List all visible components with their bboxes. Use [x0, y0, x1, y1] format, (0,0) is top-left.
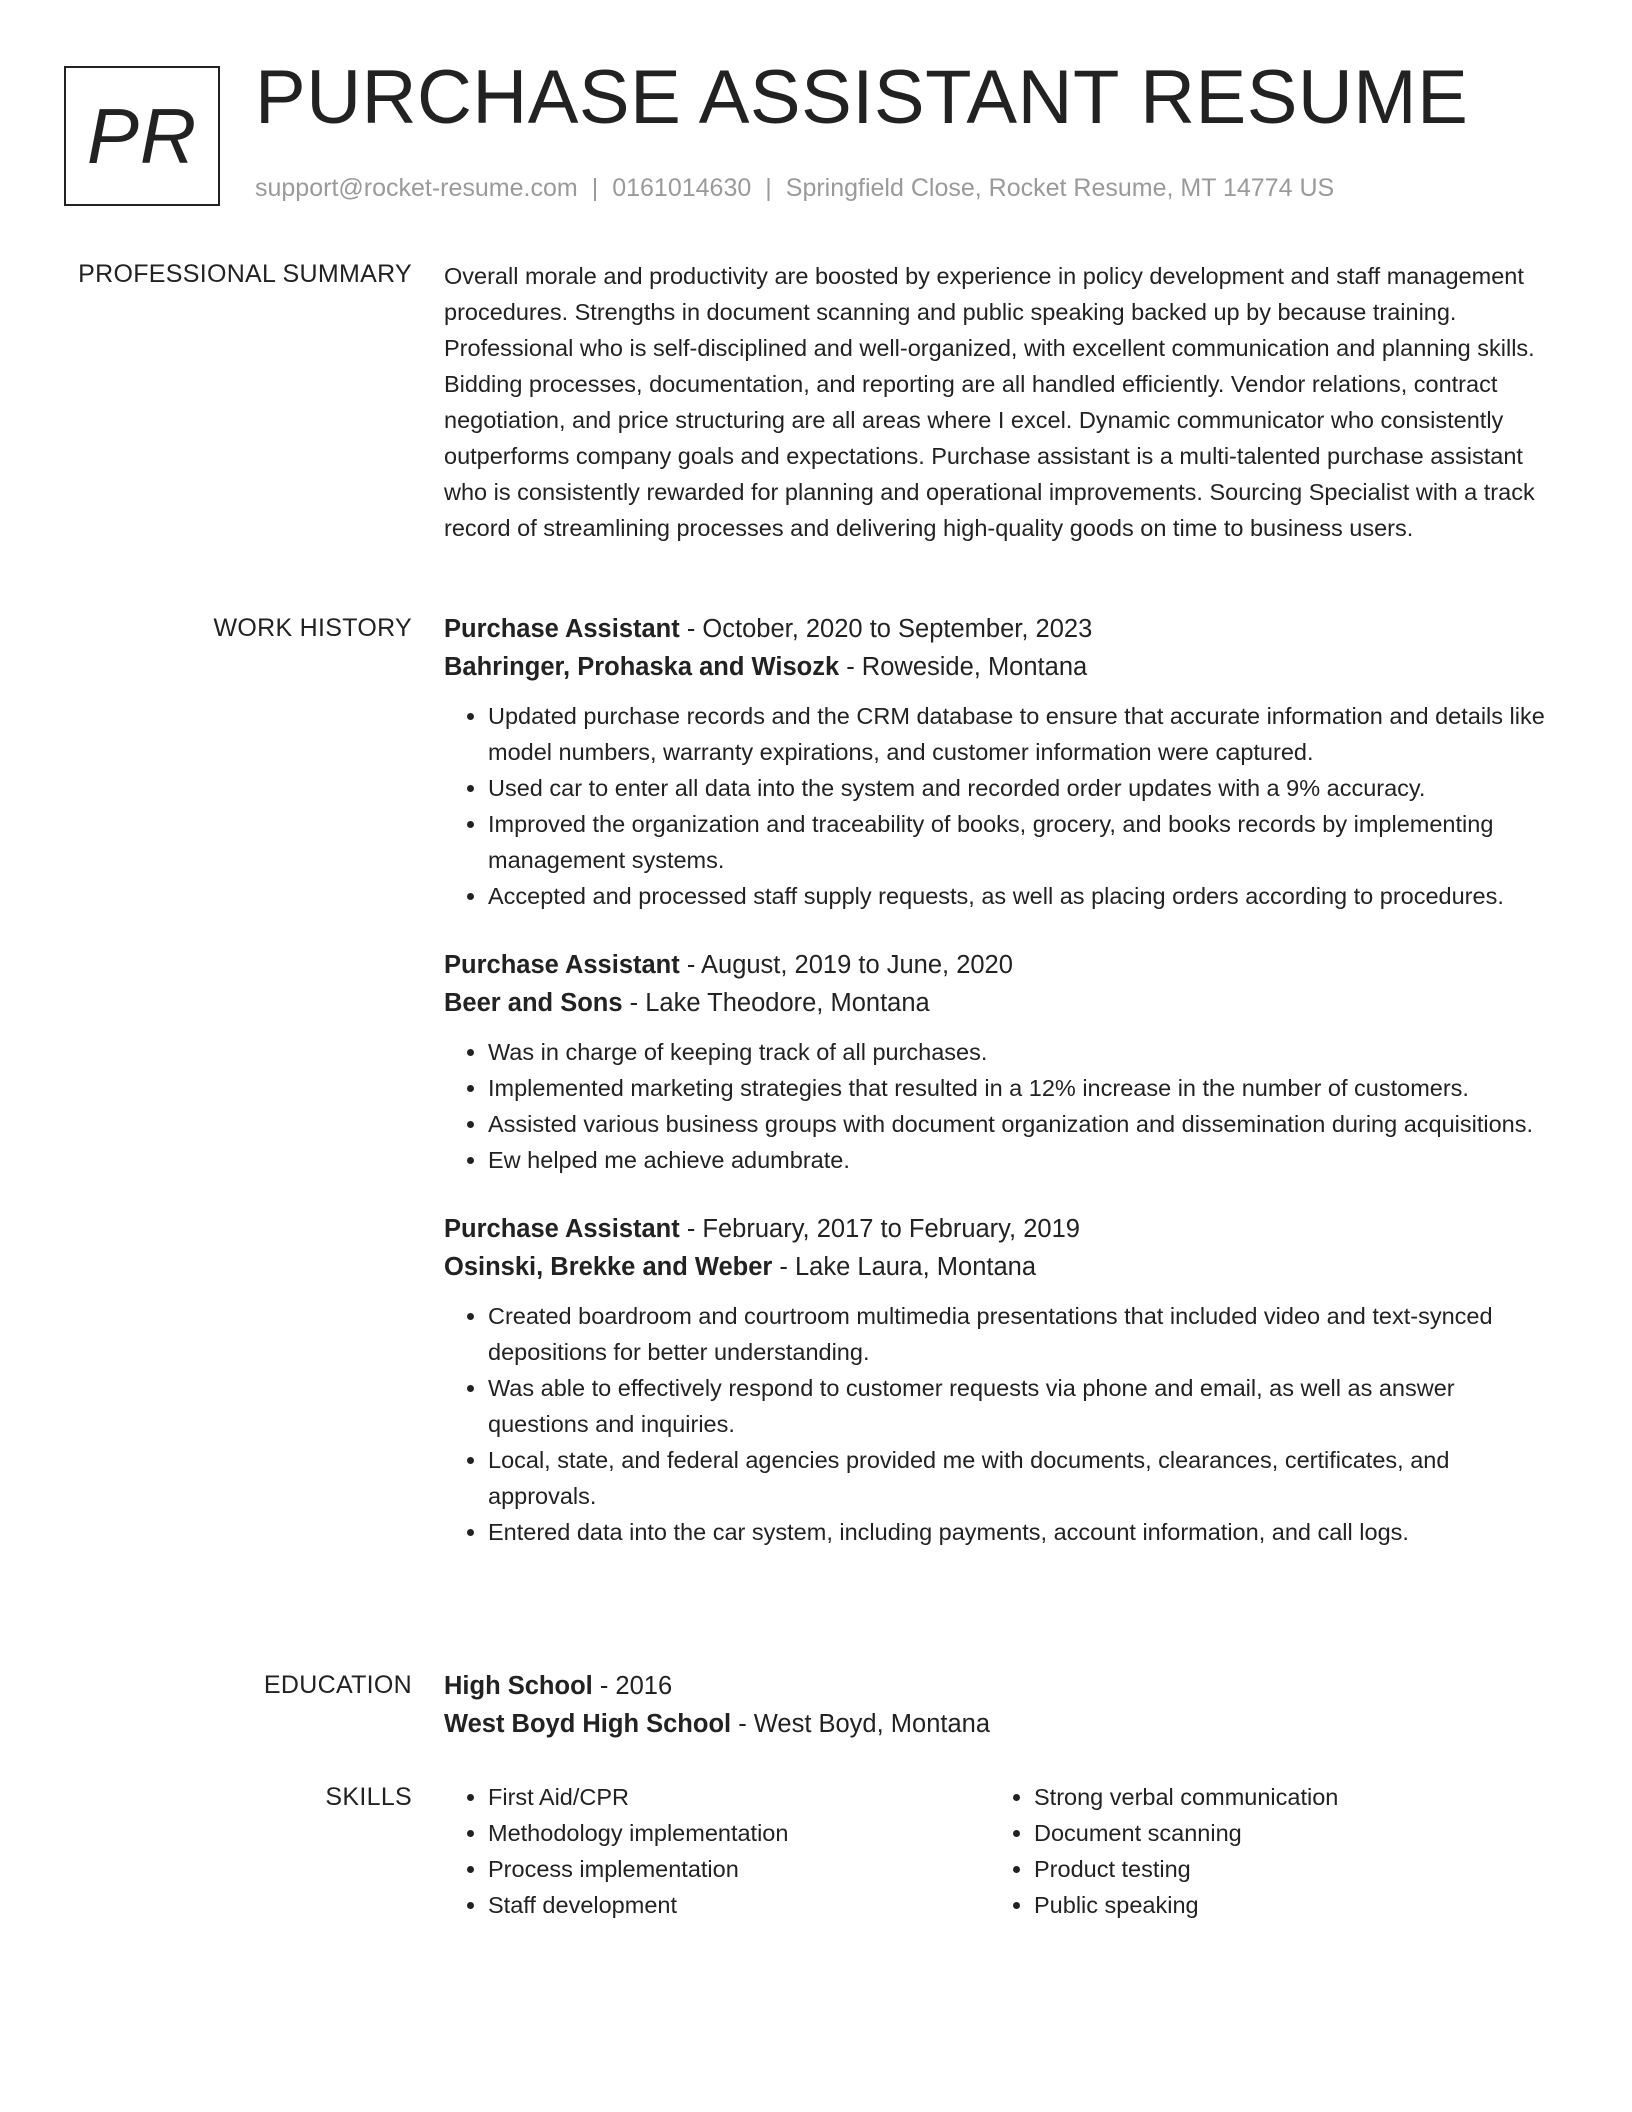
job-bullets [444, 1298, 1556, 1550]
job-bullet: • Ew helped me achieve adumbrate. [488, 1142, 1556, 1178]
job-company-line [444, 1248, 1556, 1286]
skills-columns [444, 1779, 1556, 1923]
skills-list [444, 1779, 990, 1923]
job-bullet: • Improved the organization and traceability of books, grocery, and books records by implementing management systems. [488, 806, 1556, 878]
job-dates: - August, 2019 to June, 2020 [679, 951, 1013, 979]
section-heading: WORK HISTORY [213, 614, 412, 642]
skill-item: • Strong verbal communication [1034, 1779, 1536, 1815]
job-bullet: • Updated purchase records and the CRM database to ensure that accurate information and details like model numbers, warranty expirations, and customer information were captured. [488, 698, 1556, 770]
job-bullet: • Used car to enter all data into the system and recorded order updates with a 9% accuracy. [488, 770, 1556, 806]
job-company: Bahringer, Prohaska and Wisozk [444, 653, 840, 681]
job-bullet: • Created boardroom and courtroom multimedia presentations that included video and text-synced depositions for better understanding. [488, 1298, 1556, 1370]
job-company-line [444, 648, 1556, 686]
education-school: West Boyd High School [444, 1710, 732, 1738]
job-bullet: • Was able to effectively respond to customer requests via phone and email, as well as answer questions and inquiries. [488, 1370, 1556, 1442]
skills-body [444, 1779, 1556, 1923]
job-title-line [444, 610, 1556, 648]
job-bullets [444, 1034, 1556, 1178]
job-location: - Lake Theodore, Montana [622, 989, 930, 1017]
section-heading: EDUCATION [263, 1671, 412, 1699]
job-title: Purchase Assistant [444, 951, 680, 979]
job-dates: - October, 2020 to September, 2023 [679, 615, 1093, 643]
job-bullet: • Assisted various business groups with document organization and dissemination during acquisitions. [488, 1106, 1556, 1142]
skill-item: • Public speaking [1034, 1887, 1536, 1923]
summary-body [444, 258, 1556, 546]
resume-title: PURCHASE ASSISTANT RESUME [255, 55, 1469, 140]
contact-separator: | [765, 174, 772, 202]
job-title: Purchase Assistant [444, 615, 680, 643]
job-title-line [444, 946, 1556, 984]
skills-column-left [444, 1779, 990, 1923]
skills-list [990, 1779, 1536, 1923]
skill-item: • First Aid/CPR [488, 1779, 990, 1815]
job-title: Purchase Assistant [444, 1215, 680, 1243]
contact-email[interactable]: support@rocket-resume.com [255, 174, 578, 202]
work-history-body [444, 610, 1556, 1582]
education-degree: High School [444, 1672, 593, 1700]
job-bullet: • Implemented marketing strategies that resulted in a 12% increase in the number of customers. [488, 1070, 1556, 1106]
section-heading: SKILLS [325, 1783, 412, 1811]
job-bullet: • Local, state, and federal agencies provided me with documents, clearances, certificates, and approvals. [488, 1442, 1556, 1514]
job-dates: - February, 2017 to February, 2019 [679, 1215, 1080, 1243]
job-company-line [444, 984, 1556, 1022]
job-bullet: • Entered data into the car system, including payments, account information, and call logs. [488, 1514, 1556, 1550]
skill-item: • Staff development [488, 1887, 990, 1923]
contact-separator: | [591, 174, 599, 202]
job-entry [444, 946, 1556, 1178]
skill-item: • Product testing [1034, 1851, 1536, 1887]
job-bullet: • Accepted and processed staff supply requests, as well as placing orders according to procedures. [488, 878, 1556, 914]
education-body [444, 1667, 1556, 1743]
monogram-initials: PR [86, 92, 198, 180]
contact-address: Springfield Close, Rocket Resume, MT 14774 US [785, 174, 1335, 202]
contact-phone[interactable]: 0161014630 [612, 174, 752, 202]
job-title-line [444, 1210, 1556, 1248]
section-heading: PROFESSIONAL SUMMARY [78, 260, 412, 288]
skills-column-right [990, 1779, 1536, 1923]
job-company: Osinski, Brekke and Weber [444, 1253, 773, 1281]
job-location: - Roweside, Montana [839, 653, 1088, 681]
job-company: Beer and Sons [444, 989, 623, 1017]
education-school-line [444, 1705, 1556, 1743]
education-degree-line [444, 1667, 1556, 1705]
job-location: - Lake Laura, Montana [772, 1253, 1037, 1281]
education-year: - 2016 [592, 1672, 673, 1700]
education-location: - West Boyd, Montana [731, 1710, 991, 1738]
skill-item: • Document scanning [1034, 1815, 1536, 1851]
job-entry [444, 610, 1556, 914]
job-bullets [444, 698, 1556, 914]
skill-item: • Methodology implementation [488, 1815, 990, 1851]
summary-text: Overall morale and productivity are boosted by experience in policy development and staff management procedures. Strengths in document scanning and public speaking backed up by because training. Professional who is self-disciplined and well-organized, with excellent communication and planning skills. Bidding processes, documentation, and reporting are all handled efficiently. Vendor relations, contract negotiation, and price structuring are all areas where I excel. Dynamic communicator who consistently outperforms company goals and expectations. Purchase assistant is a multi-talented purchase assistant who is consistently rewarded for planning and operational improvements. Sourcing Specialist with a track record of streamlining processes and delivering high-quality goods on time to business users. [444, 263, 1535, 541]
monogram-box [64, 66, 220, 206]
contact-line [255, 174, 1334, 203]
job-bullet: • Was in charge of keeping track of all purchases. [488, 1034, 1556, 1070]
job-entry [444, 1210, 1556, 1550]
skill-item: • Process implementation [488, 1851, 990, 1887]
